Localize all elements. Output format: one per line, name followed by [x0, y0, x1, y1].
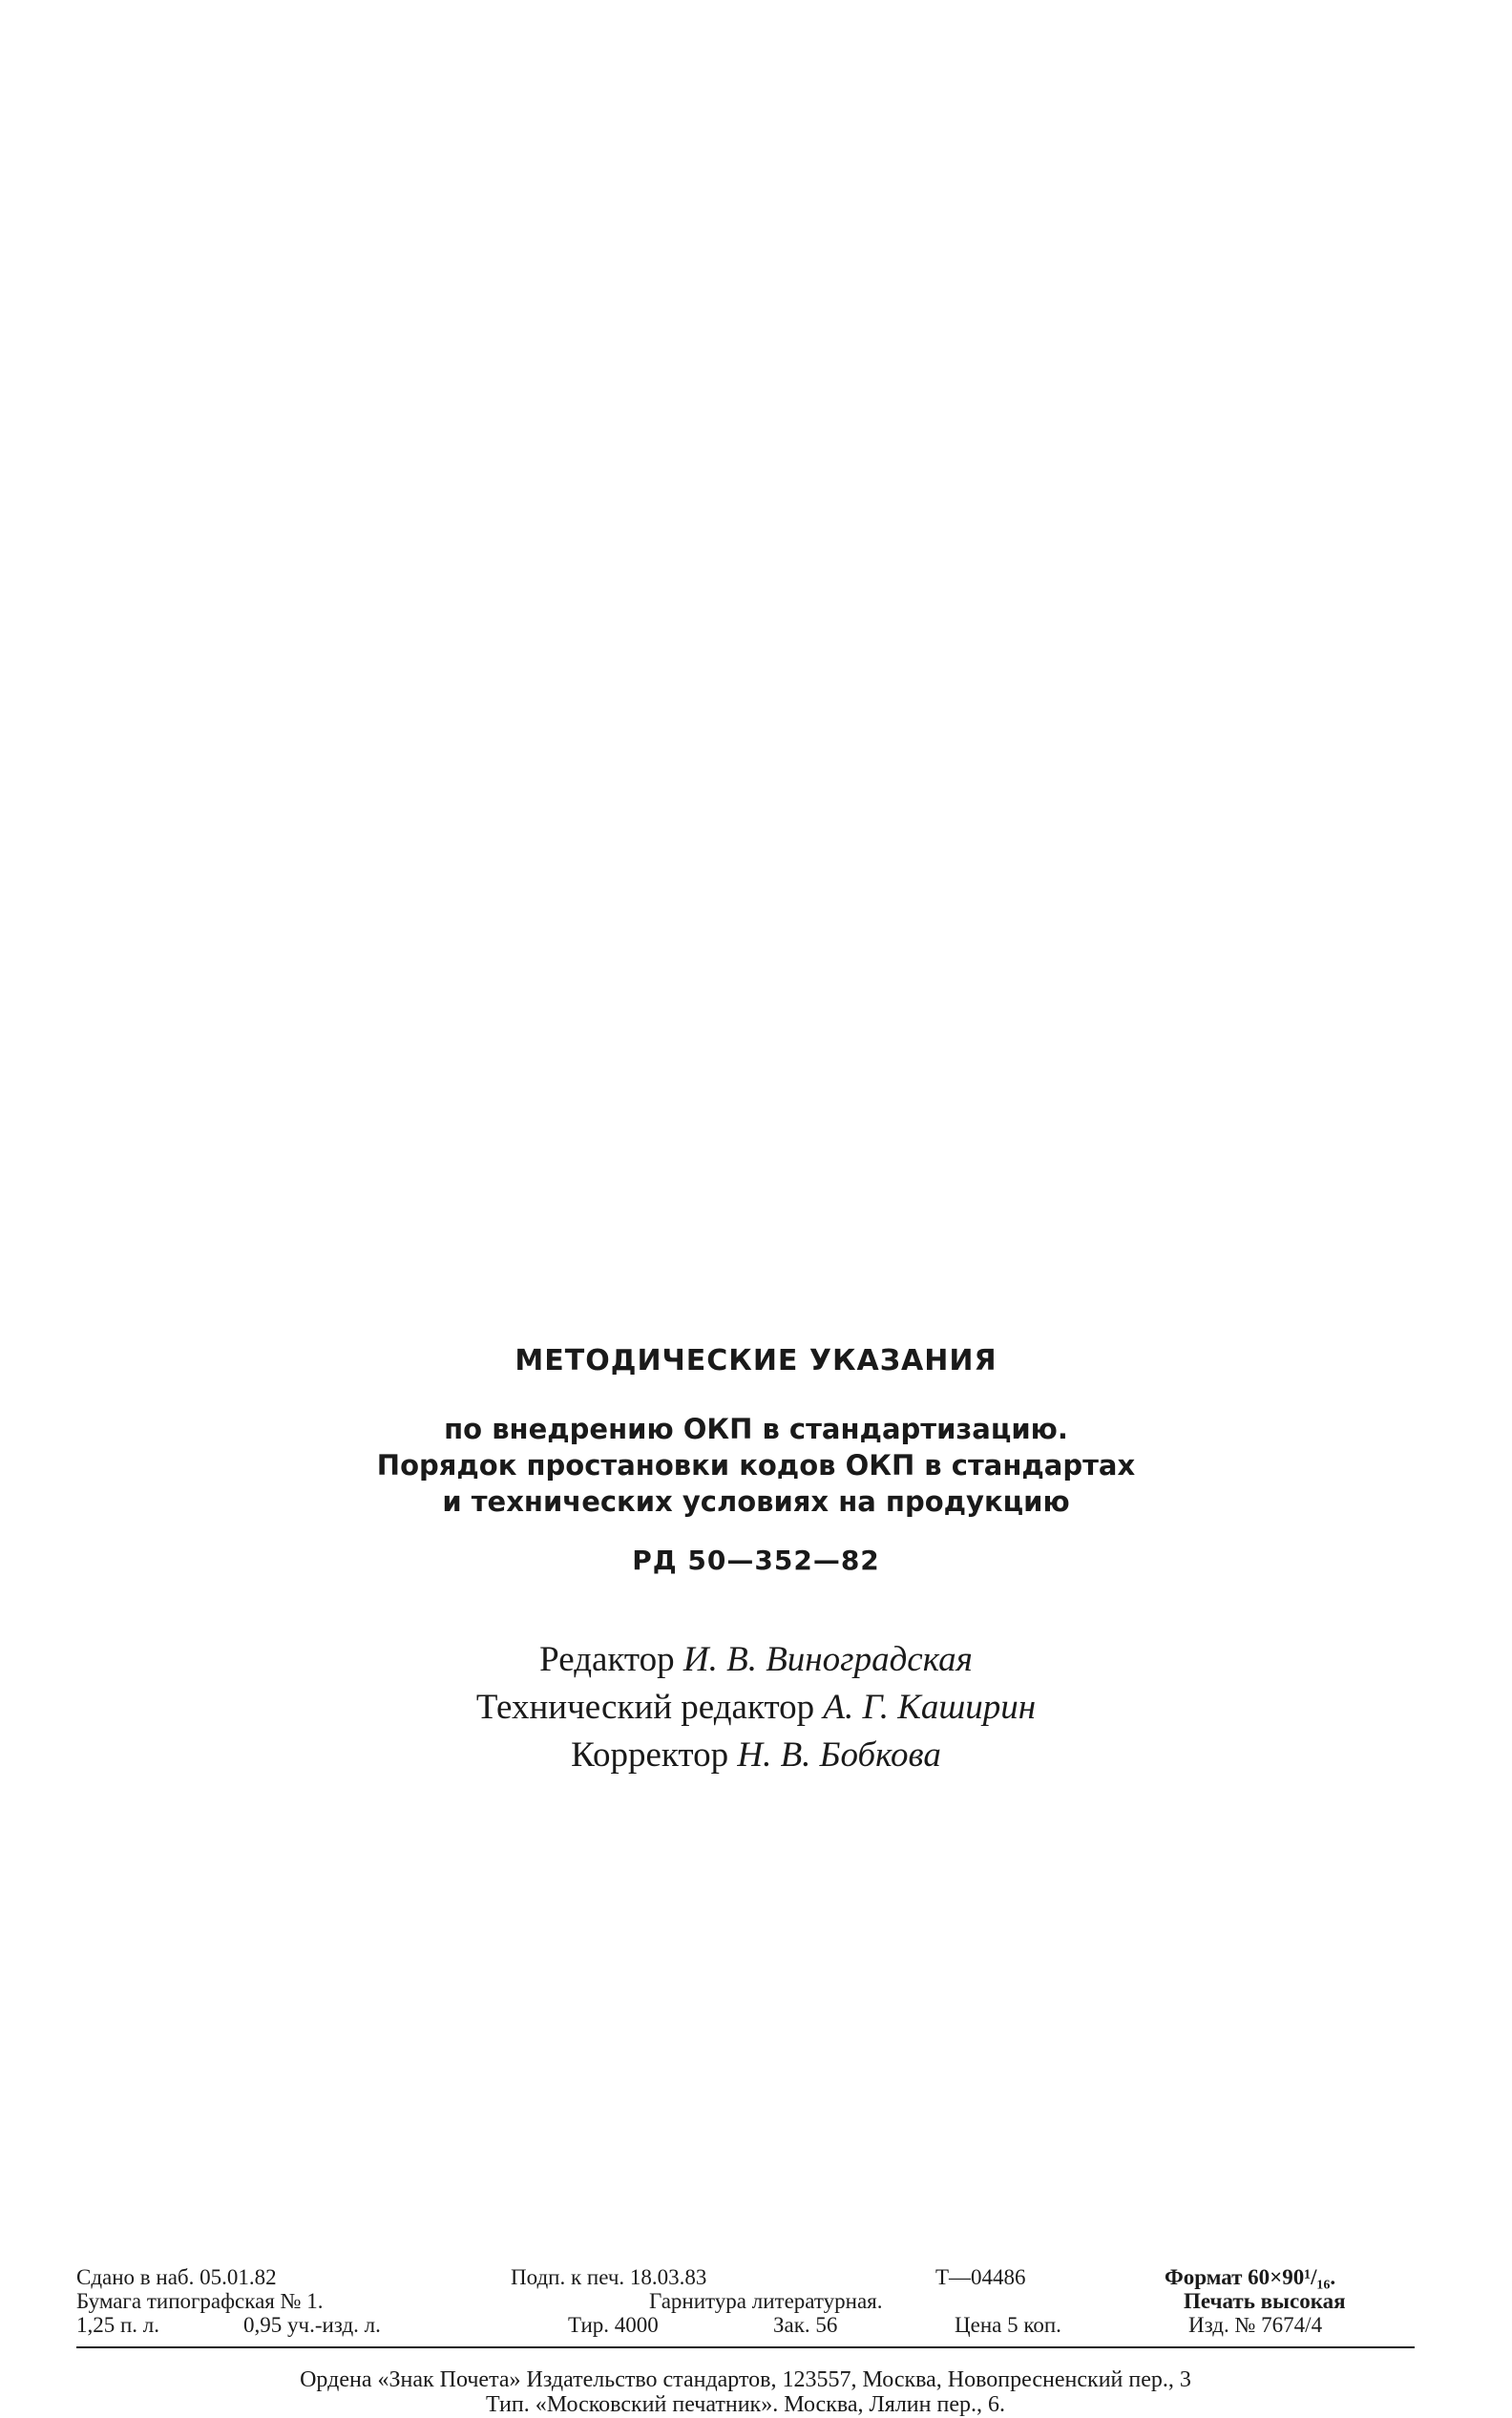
credit-name: И. В. Виноградская	[682, 1640, 973, 1679]
footer-printer: Тип. «Московский печатник». Москва, Лялин пер., 6.	[485, 2392, 1005, 2417]
imprint-signed-to-print: Подп. к печ. 18.03.83	[511, 2265, 707, 2289]
credit-editor	[0, 1636, 1512, 1684]
credit-role: Редактор	[539, 1640, 675, 1679]
credit-name: А. Г. Каширин	[823, 1688, 1037, 1727]
footer-publisher: Ордена «Знак Почета» Издательство стандартов, 123557, Москва, Новопресненский пер., 3	[300, 2367, 1191, 2392]
credit-role: Технический редактор	[475, 1688, 815, 1727]
subtitle-line: по внедрению ОКП в стандартизацию.	[444, 1413, 1068, 1445]
imprint-publication-number: Изд. № 7674/4	[1188, 2313, 1323, 2337]
credits	[0, 1636, 1512, 1779]
subtitle-line: и технических условиях на продукцию	[442, 1485, 1070, 1518]
imprint-printed-sheets: 1,25 п. л.	[76, 2313, 160, 2337]
document-code: РД 50—352—82	[632, 1545, 880, 1576]
credit-role: Корректор	[571, 1735, 729, 1775]
divider	[76, 2346, 1415, 2348]
imprint-typeface: Гарнитура литературная.	[649, 2289, 883, 2313]
imprint-price: Цена 5 коп.	[955, 2313, 1061, 2337]
imprint-edition-sheets: 0,95 уч.-изд. л.	[243, 2313, 381, 2337]
credit-technical-editor	[0, 1684, 1512, 1732]
document-subtitle	[0, 1411, 1512, 1520]
imprint-paper: Бумага типографская № 1.	[76, 2289, 324, 2313]
imprint-print-type: Печать высокая	[1184, 2289, 1346, 2313]
imprint-format: Формат 60×90¹/₁₆.	[1165, 2265, 1336, 2289]
imprint-sent-to-typesetting: Сдано в наб. 05.01.82	[76, 2265, 277, 2289]
subtitle-line: Порядок простановки кодов ОКП в стандартах	[376, 1449, 1136, 1482]
credit-name: Н. В. Бобкова	[737, 1735, 941, 1775]
document-title: МЕТОДИЧЕСКИЕ УКАЗАНИЯ	[514, 1344, 998, 1377]
imprint-order: Зак. 56	[773, 2313, 838, 2337]
credit-proofreader	[0, 1732, 1512, 1779]
imprint-code: Т—04486	[935, 2265, 1026, 2289]
imprint-print-run: Тир. 4000	[568, 2313, 659, 2337]
